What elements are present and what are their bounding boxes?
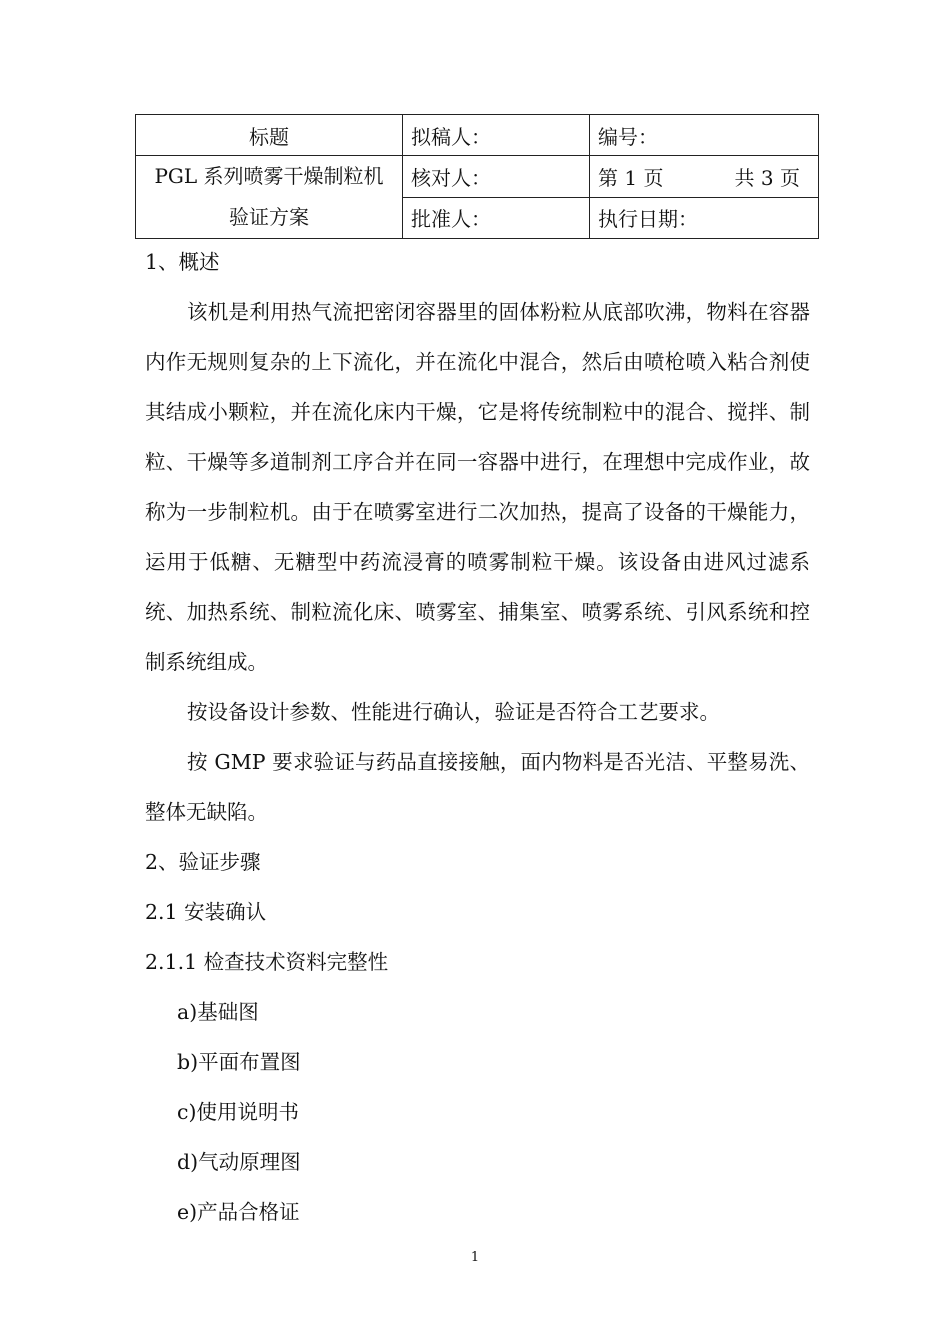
document-body xyxy=(145,237,810,1237)
number-label-cell: 编号： xyxy=(590,115,819,156)
overview-paragraph: 该机是利用热气流把密闭容器里的固体粉粒从底部吹沸，物料在容器内作无规则复杂的上下流化，并在流化中混合，然后由喷枪喷入粘合剂使其结成小颗粒，并在流化床内干燥，它是将传统制粒中的混合、搅拌、制粒、干燥等多道制剂工序合并在同一容器中进行，在理想中完成作业，故称为一步制粒机。由于在喷雾室进行二次加热，提高了设备的干燥能力，运用于低糖、无糖型中药流浸膏的喷雾制粒干燥。该设备由进风过滤系统、加热系统、制粒流化床、喷雾室、捕集室、喷雾系统、引风系统和控制系统组成。 xyxy=(145,300,810,674)
docs-heading: 2.1.1 检查技术资料完整性 xyxy=(145,950,389,974)
page-info-cell xyxy=(590,156,819,198)
exec-date-label-cell: 执行日期： xyxy=(590,197,819,239)
page-label: 第 1 页 xyxy=(598,165,664,190)
list-item: b)平面布置图 xyxy=(177,1050,301,1074)
document-title-line2: 验证方案 xyxy=(229,205,309,229)
document-title-cell xyxy=(136,156,403,239)
install-heading: 2.1 安装确认 xyxy=(145,900,267,924)
document-title-line1: PGL 系列喷雾干燥制粒机 xyxy=(154,164,384,188)
header-table xyxy=(135,114,819,239)
list-item: d)气动原理图 xyxy=(177,1150,301,1174)
list-item: e)产品合格证 xyxy=(177,1200,300,1224)
title-label-cell: 标题 xyxy=(136,115,403,156)
checker-label-cell: 核对人： xyxy=(403,156,590,198)
docs-list xyxy=(145,987,810,1237)
drafter-label-cell: 拟稿人： xyxy=(403,115,590,156)
list-item: a)基础图 xyxy=(177,1000,259,1024)
overview-heading: 1、概述 xyxy=(145,250,220,274)
gmp-paragraph: 按 GMP 要求验证与药品直接接触，面内物料是否光洁、平整易洗、整体无缺陷。 xyxy=(145,750,810,824)
approver-label-cell: 批准人： xyxy=(403,197,590,239)
total-pages-label: 共 3 页 xyxy=(734,165,800,190)
header-row-1 xyxy=(136,115,819,156)
list-item: c)使用说明书 xyxy=(177,1100,299,1124)
page-number: 1 xyxy=(470,1250,480,1265)
header-row-2 xyxy=(136,156,819,198)
steps-heading: 2、验证步骤 xyxy=(145,850,261,874)
design-paragraph: 按设备设计参数、性能进行确认，验证是否符合工艺要求。 xyxy=(187,700,720,724)
